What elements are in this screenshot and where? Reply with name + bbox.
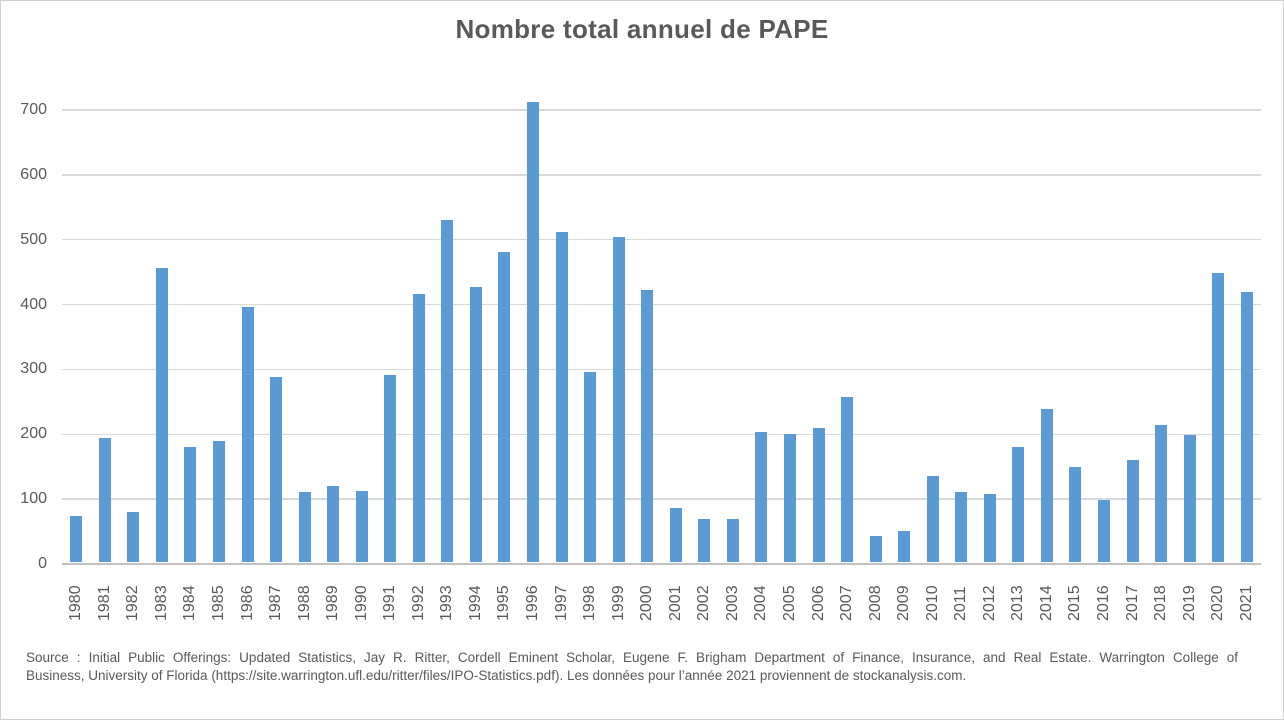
x-axis-tick-label: 2000: [638, 585, 656, 621]
bar-1992: [413, 294, 425, 563]
x-axis-tick-label: 1980: [67, 585, 85, 621]
bar-2010: [927, 476, 939, 562]
x-axis-tick-label: 1985: [210, 585, 227, 621]
x-axis-tick-label: 2008: [866, 585, 884, 621]
x-axis-tick-label: 1991: [381, 585, 399, 621]
x-axis-tick-label: 1987: [267, 585, 285, 621]
x-axis-tick-label: 2004: [752, 585, 770, 621]
gridline: [62, 304, 1261, 306]
bar-2005: [784, 434, 796, 562]
chart-title: Nombre total annuel de PAPE: [455, 14, 829, 44]
bar-1984: [184, 447, 196, 562]
bar-1983: [156, 268, 168, 562]
bar-2021: [1241, 292, 1253, 562]
y-axis-tick-label: 600: [20, 165, 47, 183]
x-axis-tick-label: 2005: [780, 585, 798, 621]
x-axis-tick-label: 2002: [695, 585, 713, 621]
x-axis-tick-label: 1993: [438, 585, 456, 621]
y-axis-tick-label: 300: [20, 360, 47, 378]
gridline: [62, 174, 1261, 176]
source-line-2: Business, University of Florida (https://site.warrington.ufl.edu/ritter/files/IPO-Statistics.pdf). Les données pour l’année 2021 proviennent de stockanalysis.com.: [26, 668, 967, 683]
bar-2019: [1184, 435, 1196, 562]
x-axis-tick-label: 1992: [409, 585, 427, 621]
bar-2013: [1012, 447, 1024, 562]
x-axis-tick-label: 2014: [1037, 585, 1055, 621]
bar-1985: [213, 441, 225, 562]
bar-1987: [270, 377, 282, 562]
bar-1994: [470, 287, 482, 562]
y-axis-tick-label: 100: [20, 490, 47, 508]
bar-2012: [984, 494, 996, 562]
x-axis-tick-label: 2010: [923, 585, 941, 621]
x-axis-tick-label: 1988: [295, 585, 313, 621]
x-axis-tick-label: 1998: [581, 585, 599, 621]
y-axis-tick-label: 0: [38, 555, 47, 572]
bar-2003: [727, 519, 739, 563]
bar-1990: [356, 491, 368, 562]
y-axis-tick-label: 500: [20, 230, 47, 248]
bar-1993: [441, 220, 453, 562]
bar-1986: [242, 307, 254, 562]
x-axis-tick-label: 1999: [609, 585, 627, 621]
x-axis-tick-label: 2020: [1209, 585, 1227, 621]
bar-2018: [1155, 425, 1167, 562]
bar-2001: [670, 508, 682, 562]
x-axis-tick-label: 2018: [1152, 585, 1170, 621]
x-axis-tick-label: 2019: [1180, 585, 1198, 621]
bar-1991: [384, 375, 396, 562]
bar-1997: [556, 232, 568, 562]
x-axis-line: [62, 563, 1261, 565]
bar-1999: [613, 237, 625, 562]
bar-2006: [813, 428, 825, 562]
x-axis-tick-label: 1990: [352, 585, 370, 621]
x-axis-tick-label: 1989: [324, 585, 342, 621]
x-axis-tick-label: 2007: [838, 585, 856, 621]
x-axis-tick-label: 1982: [124, 585, 142, 621]
x-axis-tick-label: 1995: [495, 585, 513, 621]
bar-2009: [898, 531, 910, 562]
x-axis-tick-label: 1996: [524, 585, 542, 621]
bar-1995: [498, 252, 510, 562]
y-axis-tick-label: 700: [20, 101, 47, 118]
bar-2017: [1127, 460, 1139, 563]
x-axis-tick-label: 2015: [1066, 585, 1084, 621]
y-axis-tick-label: 200: [20, 425, 47, 443]
bar-2000: [641, 290, 653, 562]
bar-2007: [841, 397, 853, 562]
bar-1980: [70, 516, 82, 562]
source-note: [26, 649, 1238, 685]
bar-1981: [99, 438, 111, 563]
bar-2008: [870, 536, 882, 562]
bar-2002: [698, 519, 710, 563]
x-axis-tick-label: 1994: [466, 585, 484, 621]
x-axis-tick-label: 2021: [1237, 585, 1255, 621]
plot-area: [1, 1, 1283, 719]
gridline: [62, 109, 1261, 111]
x-axis-tick-label: 2016: [1094, 585, 1112, 621]
source-line-1: Source : Initial Public Offerings: Updated Statistics, Jay R. Ritter, Cordell Eminent Scholar, Eugene F. Brigham Department of Finance, Insurance, and Real Estate. Warrington College of: [26, 650, 1238, 665]
bar-2011: [955, 492, 967, 562]
x-axis-tick-label: 1983: [152, 585, 170, 621]
bar-2020: [1212, 273, 1224, 562]
x-axis-tick-label: 2006: [809, 585, 827, 621]
bar-2015: [1069, 467, 1081, 562]
x-axis-tick-label: 2012: [980, 585, 998, 621]
bar-1989: [327, 486, 339, 562]
x-axis-tick-label: 1986: [238, 585, 256, 621]
bar-2014: [1041, 409, 1053, 562]
x-axis-tick-label: 1997: [552, 585, 570, 621]
x-axis-tick-label: 1984: [181, 585, 199, 621]
bar-2004: [755, 432, 767, 562]
bar-1998: [584, 372, 596, 562]
bar-2016: [1098, 500, 1110, 562]
bar-1982: [127, 512, 139, 562]
x-axis-tick-label: 2011: [952, 586, 970, 621]
x-axis-tick-label: 2017: [1123, 585, 1141, 621]
x-axis-tick-label: 1981: [95, 585, 113, 621]
y-axis-tick-label: 400: [20, 295, 47, 313]
bar-1988: [299, 492, 311, 562]
x-axis-tick-label: 2009: [895, 585, 913, 621]
gridline: [62, 239, 1261, 241]
bar-1996: [527, 102, 539, 563]
x-axis-tick-label: 2003: [723, 585, 741, 621]
x-axis-tick-label: 2013: [1009, 585, 1027, 621]
x-axis-tick-label: 2001: [666, 585, 684, 621]
